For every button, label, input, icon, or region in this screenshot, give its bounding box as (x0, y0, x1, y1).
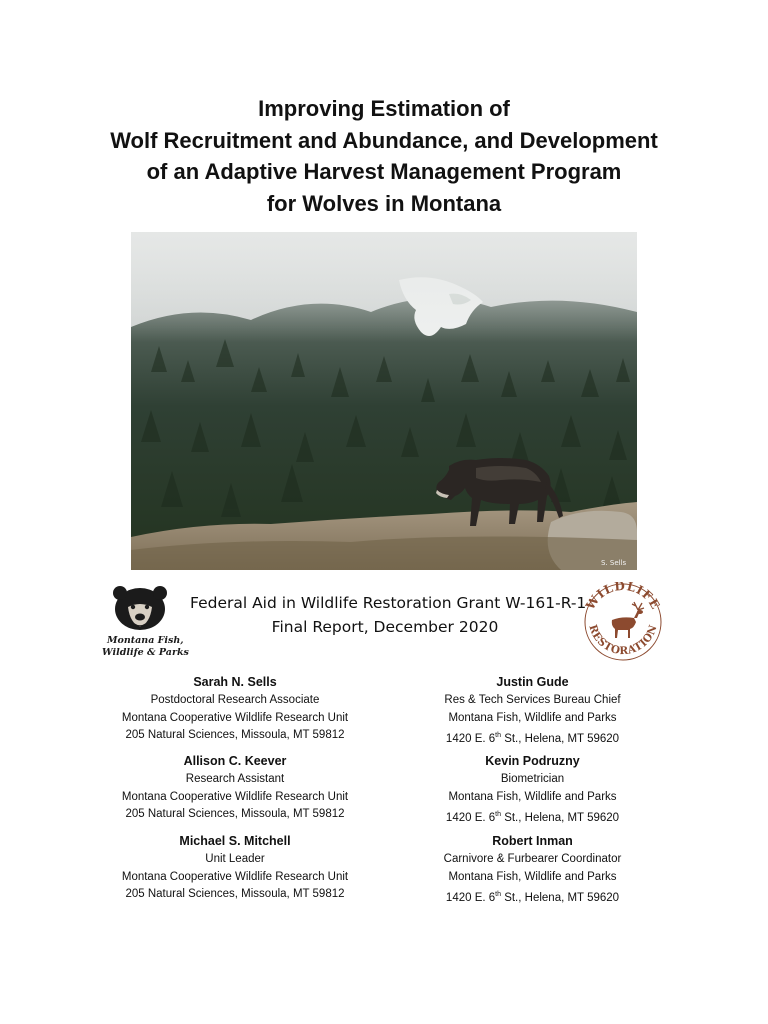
author-block (95, 832, 375, 904)
author-org: Montana Fish, Wildlife and Parks (448, 870, 617, 883)
author-title: Research Assistant (185, 773, 285, 785)
author-block (400, 673, 665, 748)
author-name: Justin Gude (496, 675, 569, 689)
author-title: Unit Leader (205, 853, 265, 865)
author-name: Michael S. Mitchell (179, 834, 291, 848)
wildlife-restoration-logo (582, 582, 664, 662)
author-title: Postdoctoral Research Associate (150, 694, 320, 706)
author-address: 1420 E. 6th St., Helena, MT 59620 (445, 732, 620, 745)
deer-emblem-icon (582, 582, 664, 662)
author-address: 205 Natural Sciences, Missoula, MT 59812 (125, 888, 345, 900)
author-block (95, 752, 375, 824)
author-block (400, 752, 665, 827)
author-org: Montana Cooperative Wildlife Research Unit (121, 870, 349, 883)
author-title: Carnivore & Furbearer Coordinator (443, 853, 622, 865)
author-address: 1420 E. 6th St., Helena, MT 59620 (445, 891, 620, 904)
montana-fwp-logo (100, 585, 190, 660)
bear-head-icon (100, 585, 190, 660)
fwp-logo-text-1: Montana Fish, (107, 635, 184, 646)
title-line: Improving Estimation of (258, 96, 510, 121)
author-block (95, 673, 375, 745)
cover-photo-wolf (131, 232, 637, 570)
restoration-logo-bottom: RESTORATION (586, 623, 660, 658)
grant-info (190, 591, 587, 639)
report-title (60, 93, 708, 219)
author-title: Biometrician (500, 773, 565, 785)
restoration-logo-top: WILDLIFE (583, 582, 663, 613)
title-line: of an Adaptive Harvest Management Program (146, 159, 622, 184)
author-name: Robert Inman (492, 834, 573, 848)
fwp-logo-text-2: Wildlife & Parks (102, 647, 189, 658)
author-name: Sarah N. Sells (193, 675, 277, 689)
author-title: Res & Tech Services Bureau Chief (444, 694, 621, 706)
author-org: Montana Cooperative Wildlife Research Unit (121, 711, 349, 724)
author-org: Montana Cooperative Wildlife Research Unit (121, 790, 349, 803)
title-line: Wolf Recruitment and Abundance, and Development (110, 127, 658, 153)
grant-line: Federal Aid in Wildlife Restoration Grant W-161-R-1 (190, 594, 587, 612)
author-address: 205 Natural Sciences, Missoula, MT 59812 (125, 729, 345, 741)
author-name: Allison C. Keever (183, 754, 287, 768)
author-org: Montana Fish, Wildlife and Parks (448, 711, 617, 724)
wolf-landscape-illustration (131, 232, 637, 570)
title-line: for Wolves in Montana (266, 190, 502, 216)
author-name: Kevin Podruzny (485, 754, 580, 768)
photo-credit: S. Sells (601, 559, 627, 567)
author-block (400, 832, 665, 907)
author-address: 205 Natural Sciences, Missoula, MT 59812 (125, 808, 345, 820)
author-org: Montana Fish, Wildlife and Parks (448, 790, 617, 803)
author-address: 1420 E. 6th St., Helena, MT 59620 (445, 811, 620, 824)
report-date: Final Report, December 2020 (271, 618, 499, 636)
